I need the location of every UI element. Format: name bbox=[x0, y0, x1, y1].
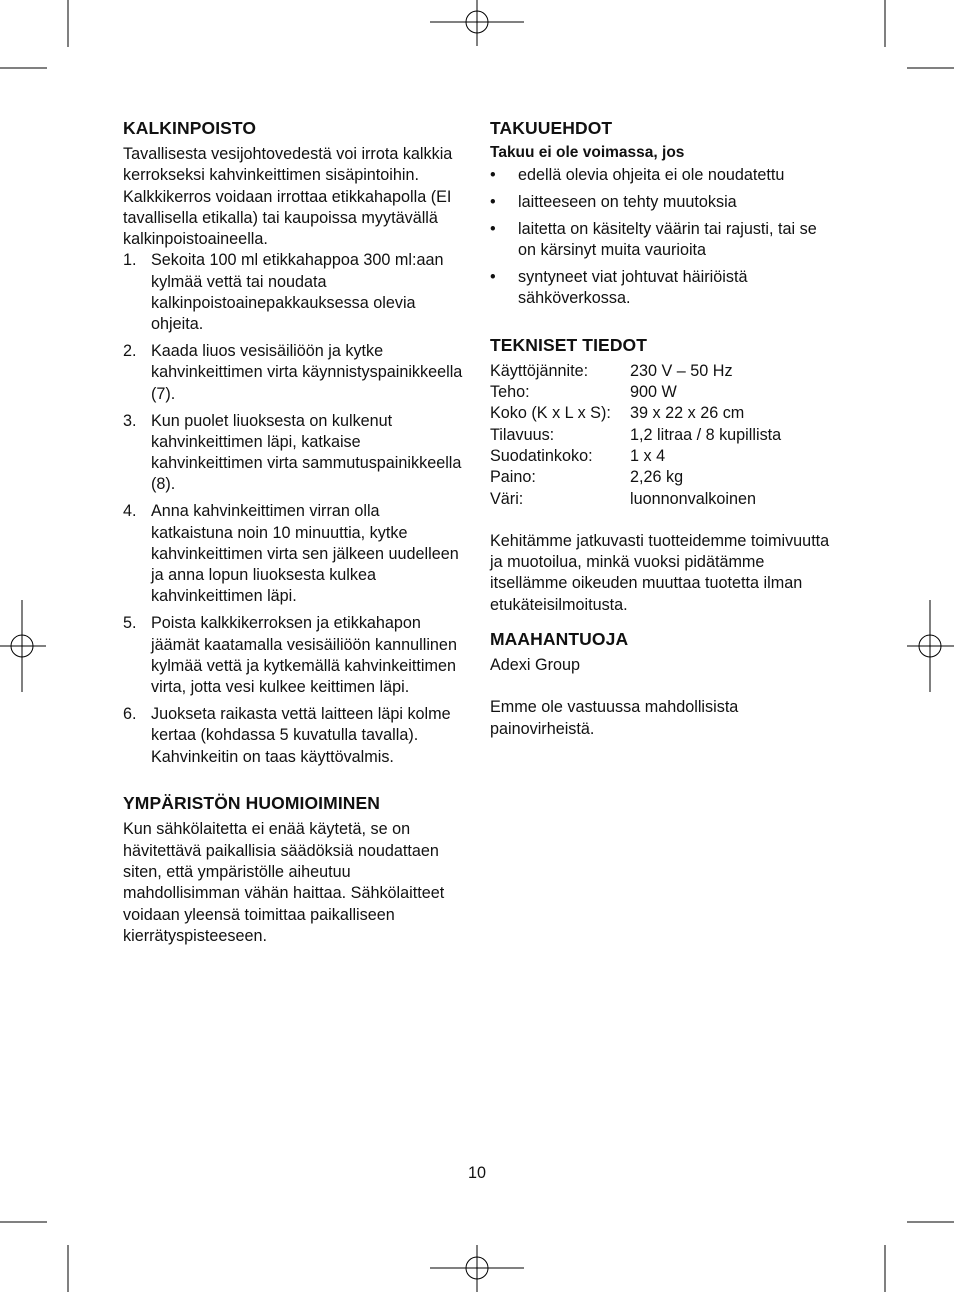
spec-label: Tilavuus: bbox=[490, 425, 555, 444]
misprint-disclaimer: Emme ole vastuussa mahdollisista painovirheistä. bbox=[490, 698, 739, 738]
registration-mark-right bbox=[907, 600, 954, 692]
registration-mark-bottom bbox=[430, 1245, 524, 1292]
registration-mark-top bbox=[430, 0, 524, 46]
list-item-text: edellä olevia ohjeita ei ole noudatettu bbox=[518, 166, 785, 184]
warranty-section bbox=[490, 116, 835, 309]
spec-value: 900 W bbox=[630, 383, 677, 402]
descaling-intro: Tavallisesta vesijohtovedestä voi irrota kalkkia kerrokseksi kahvinkeittimen sisäpintoihin. Kalkkikerros voidaan irrottaa etikkahapolla (EI tavallisella etikalla) tai kaupoissa myytävällä kalkinpoistoaineella. bbox=[123, 145, 453, 249]
bullet-icon: • bbox=[490, 267, 496, 286]
step-item bbox=[123, 501, 463, 607]
spec-label: Suodatinkoko: bbox=[490, 446, 593, 465]
spec-value: 1 x 4 bbox=[630, 446, 666, 465]
descaling-heading: KALKINPOISTO bbox=[123, 118, 257, 138]
importer-heading: MAAHANTUOJA bbox=[490, 629, 629, 650]
step-number: 5. bbox=[123, 614, 137, 633]
spec-value: 39 x 22 x 26 cm bbox=[630, 404, 745, 423]
step-number: 4. bbox=[123, 502, 137, 521]
paragraph-spacer bbox=[490, 676, 835, 697]
list-item-text: laitetta on käsitelty väärin tai rajusti, tai se on kärsinyt muita vaurioita bbox=[518, 219, 817, 259]
step-item bbox=[123, 250, 463, 335]
list-item-text: syntyneet viat johtuvat häiriöistä sähköverkossa. bbox=[518, 267, 748, 307]
list-item bbox=[490, 192, 835, 213]
step-number: 2. bbox=[123, 342, 137, 361]
spec-row bbox=[490, 361, 781, 382]
spec-label: Koko (K x L x S): bbox=[490, 404, 611, 423]
section-spacer bbox=[490, 315, 835, 333]
spec-label: Käyttöjännite: bbox=[490, 361, 589, 380]
spec-label: Paino: bbox=[490, 468, 536, 487]
warranty-subheading: Takuu ei ole voimassa, jos bbox=[490, 144, 685, 161]
step-item bbox=[123, 704, 463, 768]
list-item-text: laitteeseen on tehty muutoksia bbox=[518, 192, 737, 211]
step-text: Poista kalkkikerroksen ja etikkahapon jäämät kaatamalla vesisäiliöön kannullinen kylmää vettä ja kytkemällä kahvinkeittimen virta, jotta vesi kulkee keittimen läpi. bbox=[151, 614, 457, 697]
bullet-icon: • bbox=[490, 219, 496, 238]
step-number: 3. bbox=[123, 411, 137, 430]
step-item bbox=[123, 411, 463, 496]
right-column bbox=[490, 116, 835, 740]
spec-row bbox=[490, 489, 781, 510]
product-change-note: Kehitämme jatkuvasti tuotteidemme toimivuutta ja muotoilua, minkä vuoksi pidätämme itsellämme oikeuden muuttaa tuotetta ilman etukäteisilmoitusta. bbox=[490, 531, 830, 614]
section-spacer bbox=[123, 773, 463, 791]
spec-label: Teho: bbox=[490, 383, 530, 402]
paragraph-spacer bbox=[490, 510, 835, 531]
spec-row bbox=[490, 403, 781, 424]
warranty-conditions bbox=[490, 165, 835, 309]
technical-data-section bbox=[490, 333, 835, 616]
step-text: Kaada liuos vesisäiliöön ja kytke kahvinkeittimen virta käynnistyspainikkeella (7). bbox=[151, 342, 463, 403]
spec-value: 2,26 kg bbox=[630, 468, 684, 487]
list-item bbox=[490, 267, 835, 310]
spec-row bbox=[490, 467, 781, 488]
step-text: Sekoita 100 ml etikkahappoa 300 ml:aan kylmää vettä tai noudata kalkinpoistoainepakkauksessa olevia ohjeita. bbox=[151, 251, 444, 334]
section-spacer bbox=[490, 616, 835, 627]
list-item bbox=[490, 219, 835, 262]
bullet-icon: • bbox=[490, 166, 496, 184]
spec-table bbox=[490, 361, 781, 510]
page-number: 10 bbox=[467, 1164, 486, 1182]
step-text: Juokseta raikasta vettä laitteen läpi kolme kertaa (kohdassa 5 kuvatulla tavalla). Kahvinkeitin on taas käyttövalmis. bbox=[151, 704, 451, 766]
step-text: Anna kahvinkeittimen virran olla katkaistuna noin 10 minuuttia, kytke kahvinkeittimen virta sen jälkeen uudelleen ja anna lopun liuoksesta kulkea kahvinkeittimen läpi. bbox=[151, 502, 459, 606]
environment-heading: YMPÄRISTÖN HUOMIOIMINEN bbox=[123, 793, 381, 814]
list-item bbox=[490, 165, 835, 186]
spec-value: 230 V – 50 Hz bbox=[630, 361, 733, 380]
descaling-steps bbox=[123, 250, 463, 767]
spec-label: Väri: bbox=[490, 489, 524, 508]
technical-data-heading: TEKNISET TIEDOT bbox=[490, 334, 648, 355]
importer-name: Adexi Group bbox=[490, 656, 580, 675]
spec-row bbox=[490, 382, 781, 403]
left-column bbox=[123, 116, 463, 947]
step-item bbox=[123, 341, 463, 405]
environment-text: Kun sähkölaitetta ei enää käytetä, se on hävitettävä paikallisia säädöksiä noudattaen siten, että ympäristölle aiheutuu mahdollisimman vähän haittaa. Sähkölaitteet voidaan yleensä toimittaa paikalliseen kierrätyspisteeseen. bbox=[123, 820, 445, 945]
descaling-section bbox=[123, 116, 463, 768]
step-number: 6. bbox=[123, 704, 137, 723]
step-item bbox=[123, 613, 463, 698]
registration-mark-left bbox=[0, 600, 46, 692]
warranty-heading: TAKUUEHDOT bbox=[490, 118, 613, 138]
spec-value: luonnonvalkoinen bbox=[630, 489, 757, 508]
step-text: Kun puolet liuoksesta on kulkenut kahvinkeittimen läpi, katkaise kahvinkeittimen virta sammutuspainikkeella (8). bbox=[151, 411, 462, 494]
step-number: 1. bbox=[123, 251, 137, 270]
spec-row bbox=[490, 425, 781, 446]
environment-section bbox=[123, 791, 463, 947]
bullet-icon: • bbox=[490, 192, 496, 211]
importer-section bbox=[490, 627, 835, 740]
spec-row bbox=[490, 446, 781, 467]
spec-value: 1,2 litraa / 8 kupillista bbox=[630, 425, 782, 444]
